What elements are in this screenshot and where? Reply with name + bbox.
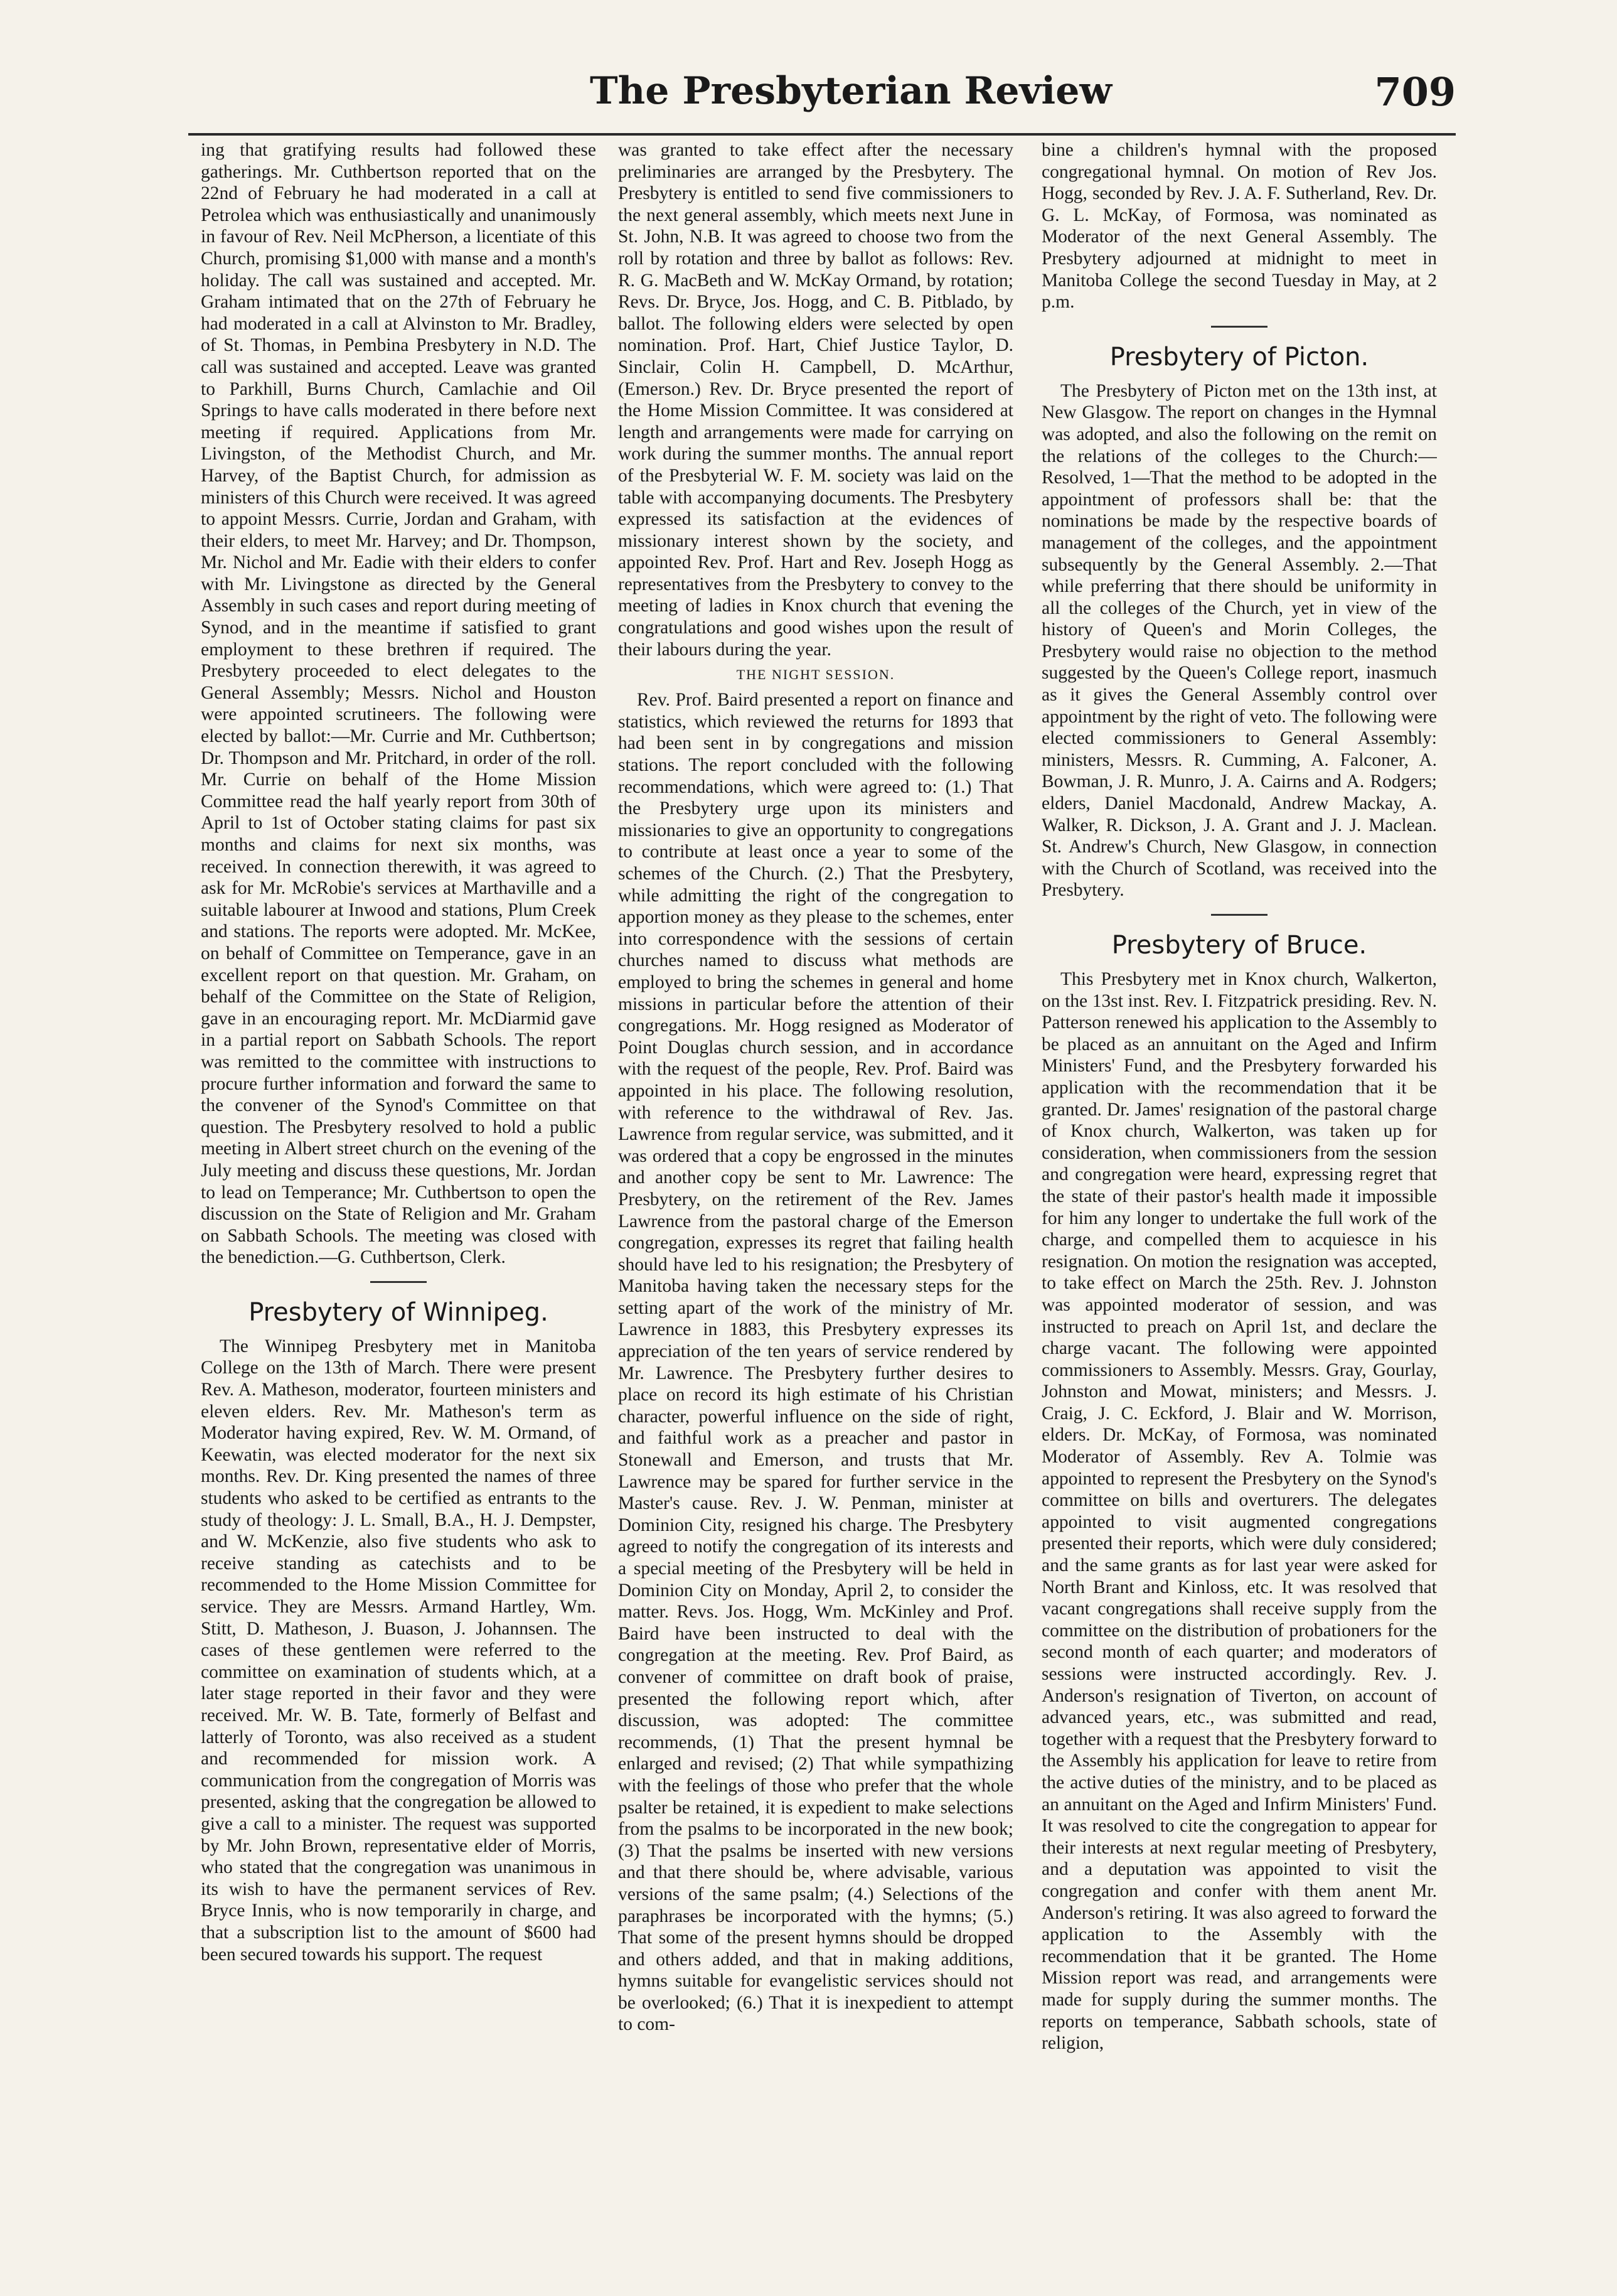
column-1-paragraph: ing that gratifying results had followed these gatherings. Mr. Cuthbertson reported that on the 22nd of February he had moderated in a call at Petrolea which was enthusiastically and unanimously in favour of Rev. Neil McPherson, a licentiate of this Church, promising $1,000 with manse and a month's holiday. The call was sustained and accepted. Mr. Graham intimated that on the 27th of February he had moderated in a call at Alvinston to Mr. Bradley, of St. Thomas, in Pembina Presbytery in N.D. The call was sustained and accepted. Leave was granted to Parkhill, Burns Church, Camlachie and Oil Springs to have calls moderated in there before next meeting if required. Applications from Mr. Livingston, of the Methodist Church, and Mr. Harvey, of the Baptist Church, for admission as ministers of this Church were received. It was agreed to appoint Messrs. Currie, Jordan and Graham, with their elders, to meet Mr. Harvey; and Dr. Thompson, Mr. Nichol and Mr. Eadie with their elders to confer with Mr. Livingstone as directed by the General Assembly in such cases and report during meeting of Synod, and in the meantime if satisfied to grant employment to these brethren if required. The Presbytery proceeded to elect delegates to the General Assembly; Messrs. Nichol and Houston were appointed scrutineers. The following were elected by ballot:—Mr. Currie and Mr. Cuthbertson; Dr. Thompson and Mr. Pritchard, in order of the roll. Mr. Currie on behalf of the Home Mission Committee read the half yearly report from 30th of April to 1st of October stating claims for past six months and claims for next six months, was received. In connection therewith, it was agreed to ask for Mr. McRobie's services at Marthaville and a suitable labourer at Inwood and stations, Plum Creek and stations. The reports were adopted. Mr. McKee, on behalf of Committee on Temperance, gave in an excellent report on that question. Mr. Graham, on behalf of the Committee on the State of Religion, gave in an encouraging report. Mr. McDiarmid gave in a partial report on Sabbath Schools. The report was remitted to the committee with instructions to procure further information and forward the same to the convener of the Synod's Committee on that question. The Presbytery resolved to hold a public meeting in Albert street church on the evening of the July meeting and discuss these questions, Mr. Jordan to lead on Temperance; Mr. Cuthbertson to open the discussion on the State of Religion and Mr. Graham on Sabbath Schools. The meeting was closed with the benediction.—G. Cuthbertson, Clerk.	[201, 140, 596, 1268]
section-divider	[1211, 326, 1267, 328]
night-session-paragraph: Rev. Prof. Baird presented a report on finance and statistics, which reviewed the returns for 1893 that had been sent in by congregations and mission stations. The report concluded with the following recommendations, which were agreed to: (1.) That the Presbytery urge upon its ministers and missionaries to give an opportunity to congregations to contribute at least once a year to some of the schemes of the Church. (2.) That the Presbytery, while admitting the right of the congregation to apportion money as they please to the schemes, enter into correspondence with the sessions of certain churches named to discuss what methods are employed to bring the schemes in general and home missions in particular before the attention of their congregations. Mr. Hogg resigned as Moderator of Point Douglas church session, and in accordance with the request of the people, Rev. Prof. Baird was appointed in his place. The following resolution, with reference to the withdrawal of Rev. Jas. Lawrence from regular service, was submitted, and it was ordered that a copy be engrossed in the minutes and another copy be sent to Mr. Lawrence: The Presbytery, on the retirement of the Rev. James Lawrence from the pastoral charge of the Emerson congregation, expresses its regret that failing health should have led to his resignation; the Presbytery of Manitoba having taken the necessary steps for the setting apart of the work of the ministry of Mr. Lawrence in 1883, this Presbytery expresses its appreciation of the ten years of service rendered by Mr. Lawrence. The Presbytery further desires to place on record its high estimate of his Christian character, powerful influence on the side of right, and faithful work as a preacher and pastor in Stonewall and Emerson, and trusts that Mr. Lawrence may be spared for further service in the Master's cause. Rev. J. W. Penman, minister at Dominion City, resigned his charge. The Presbytery agreed to notify the congregation of its interests and a special meeting of the Presbytery will be held in Dominion City on Monday, April 2, to consider the matter. Revs. Jos. Hogg, Wm. McKinley and Prof. Baird have been instructed to deal with the congregation at the meeting. Rev. Prof Baird, as convener of committee on draft book of praise, presented the following report which, after discussion, was adopted: The committee recommends, (1) That the present hymnal be enlarged and revised; (2) That while sympathizing with the feelings of those who prefer that the whole psalter be retained, it is expedient to make selections from the psalms to be incorporated in the new book; (3) That the psalms be inserted with new versions and that there should be, where advisable, various versions of the same psalm; (4.) Selections of the paraphrases be incorporated with the hymns; (5.) That some of the present hymns should be dropped and others added, and that in making additions, hymns suitable for evangelistic services should not be overlooked; (6.) That it is inexpedient to attempt to com-	[618, 690, 1013, 2035]
section-divider	[1211, 914, 1267, 916]
section-heading-winnipeg: Presbytery of Winnipeg.	[248, 1297, 548, 1327]
section-heading-picton: Presbytery of Picton.	[1109, 342, 1369, 372]
subheading-night-session: THE NIGHT SESSION.	[736, 667, 895, 683]
bruce-paragraph: This Presbytery met in Knox church, Walkerton, on the 13st inst. Rev. I. Fitzpatrick presiding. Rev. N. Patterson renewed his application to the Assembly to be placed as an annuitant on the Aged and Infirm Ministers' Fund, and the Presbytery forwarded his application with the recommendation that it be granted. Dr. James' resignation of the pastoral charge of Knox church, Walkerton, was taken up for consideration, when commissioners from the session and congregation were heard, expressing regret that the state of their pastor's health made it impossible for him any longer to undertake the full work of the charge, and compelled them to acquiesce in his resignation. On motion the resignation was accepted, to take effect on March the 25th. Rev. J. Johnston was appointed moderator of session, and was instructed to preach on April 1st, and declare the charge vacant. The following were appointed commissioners to Assembly. Messrs. Gray, Gourlay, Johnston and Mowat, ministers; and Messrs. J. Craig, J. C. Eckford, J. Blair and W. Morrison, elders. Dr. McKay, of Formosa, was nominated Moderator of Assembly. Rev A. Tolmie was appointed to represent the Presbytery on the Synod's committee on bills and overturers. The delegates appointed to visit augmented congregations presented their reports, which were duly considered; and the same grants as for last year were asked for North Brant and Kinloss, etc. It was resolved that vacant congregations shall receive supply from the committee on the distribution of probationers for the second month of each quarter; and moderators of sessions were instructed accordingly. Rev. J. Anderson's resignation of Tiverton, on account of advanced years, etc., was submitted and read, together with a request that the Presbytery forward to the Assembly his application for leave to retire from the active duties of the ministry, and to be placed as an annuitant on the Aged and Infirm Ministers' Fund. It was resolved to cite the congregation to appear for their interests at next regular meeting of Presbytery, and a deputation was appointed to visit the congregation and confer with them anent Mr. Anderson's retiring. It was also agreed to forward the application to the Assembly with the recommendation that it be granted. The Home Mission report was read, and arrangements were made for supply during the summer months. The reports on temperance, Sabbath schools, state of religion,	[1042, 969, 1437, 2054]
page-header	[188, 69, 1456, 138]
column-1	[201, 139, 596, 2236]
journal-title: The Presbyterian Review	[590, 69, 1113, 113]
picton-paragraph: The Presbytery of Picton met on the 13th inst, at New Glasgow. The report on changes in the Hymnal was adopted, and also the following on the remit on the relations of the colleges to the Church:—Resolved, 1—That the method to be adopted in the appointment of professors shall be: that the nominations be made by the respective boards of management of the colleges, and the appointment subsequently by the General Assembly. 2.—That while preferring that there should be uniformity in all the colleges of the Church, yet in view of the history of Queen's and Morin Colleges, the Presbytery would raise no objection to the method suggested by the Queen's College report, inasmuch as it gives the General Assembly control over appointment by the right of veto. The following were elected commissioners to General Assembly: ministers, Messrs. R. Cumming, A. Falconer, A. Bowman, J. R. Munro, J. A. Cairns and A. Rodgers; elders, Daniel Macdonald, Andrew Mackay, A. Walker, R. Dickson, J. A. Grant and J. J. Maclean. St. Andrew's Church, New Glasgow, in connection with the Church of Scotland, was received into the Presbytery.	[1042, 380, 1437, 901]
winnipeg-paragraph: The Winnipeg Presbytery met in Manitoba College on the 13th of March. There were present Rev. A. Matheson, moderator, fourteen ministers and eleven elders. Rev. Mr. Matheson's term as Moderator having expired, Rev. W. M. Ormand, of Keewatin, was elected moderator for the next six months. Rev. Dr. King presented the names of three students who asked to be certified as entrants to the study of theology: J. L. Small, B.A., H. J. Dempster, and W. McKenzie, also five students who ask to receive standing as catechists and to be recommended to the Home Mission Committee for service. They are Messrs. Armand Hartley, Wm. Stitt, D. Matheson, J. Buason, J. Johannsen. The cases of these gentlemen were referred to the committee on examination of students which, at a later stage reported in their favor and they were received. Mr. W. B. Tate, formerly of Belfast and latterly of Toronto, was also received as a student and recommended for mission work. A communication from the congregation of Morris was presented, asking that the congregation be allowed to give a call to a minister. The request was supported by Mr. John Brown, representative elder of Morris, who stated that the congregation was unanimous in its wish to have the permanent services of Rev. Bryce Innis, who is now temporarily in charge, and that a subscription list to the amount of $600 had been secured towards his support. The request	[201, 1336, 596, 1965]
column-3-paragraph: bine a children's hymnal with the proposed congregational hymnal. On motion of Rev Jos. Hogg, seconded by Rev. J. A. F. Sutherland, Rev. Dr. G. L. McKay, of Formosa, was nominated as Moderator of the next General Assembly. The Presbytery adjourned at midnight to meet in Manitoba College the second Tuesday in May, at 2 p.m.	[1042, 140, 1437, 313]
column-2	[618, 139, 1013, 2236]
header-rule	[188, 133, 1456, 136]
section-heading-bruce: Presbytery of Bruce.	[1111, 931, 1367, 960]
column-2-paragraph: was granted to take effect after the necessary preliminaries are arranged by the Presbytery. The Presbytery is entitled to send five commissioners to the next general assembly, which meets next June in St. John, N.B. It was agreed to choose two from the roll by rotation and three by ballot as follows: Rev. R. G. MacBeth and W. McKay Ormand, by rotation; Revs. Dr. Bryce, Jos. Hogg, and C. B. Pitblado, by ballot. The following elders were selected by open nomination. Prof. Hart, Chief Justice Taylor, D. Sinclair, Colin H. Campbell, D. McArthur, (Emerson.) Rev. Dr. Bryce presented the report of the Home Mission Committee. It was considered at length and arrangements were made for carrying on work during the summer months. The annual report of the Presbyterial W. F. M. society was laid on the table with accompanying documents. The Presbytery expressed its satisfaction at the evidences of missionary interest shown by the society, and appointed Rev. Prof. Hart and Rev. Joseph Hogg as representatives from the Presbytery to convey to the meeting of ladies in Knox church that evening the congratulations and good wishes upon the result of their labours during the year.	[618, 140, 1013, 660]
column-3	[1042, 139, 1437, 2236]
page-number: 709	[1374, 69, 1456, 115]
section-divider	[370, 1281, 427, 1283]
